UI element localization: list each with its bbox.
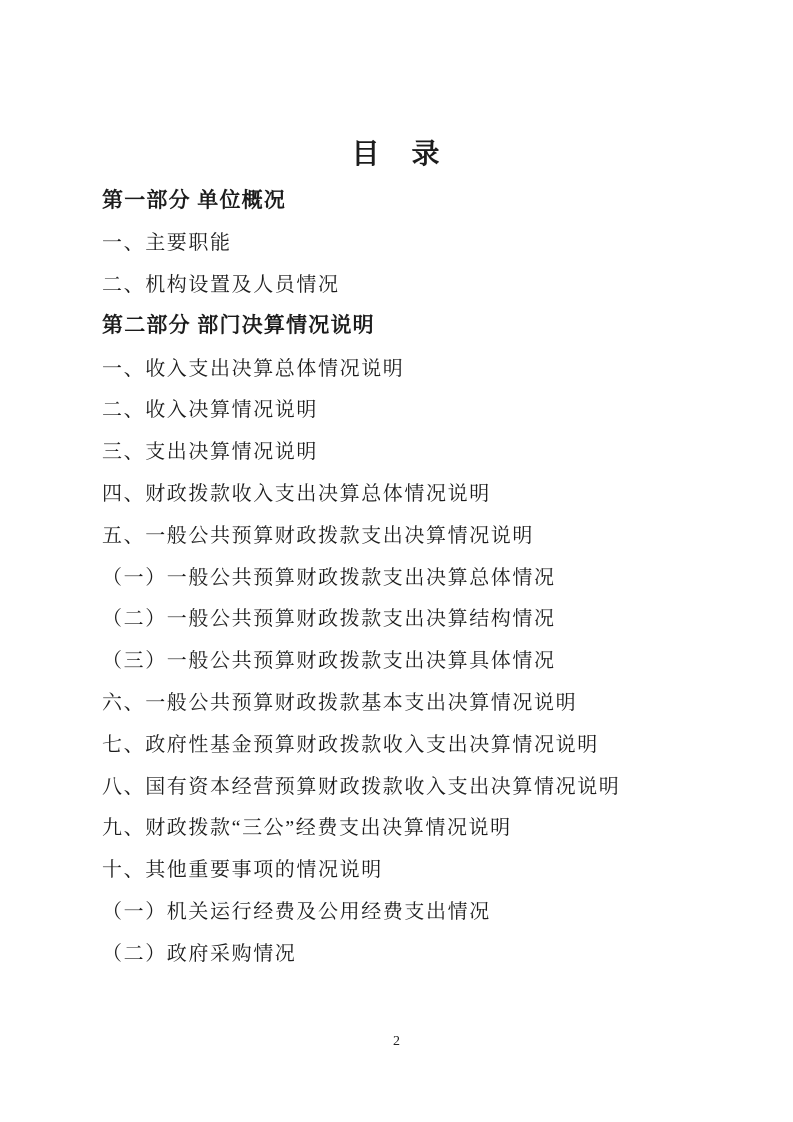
toc-entry: 一、主要职能 — [102, 232, 232, 255]
toc-entry: （二）一般公共预算财政拨款支出决算结构情况 — [102, 608, 556, 631]
toc-entry: 三、支出决算情况说明 — [102, 441, 318, 464]
page-number: 2 — [393, 1034, 400, 1049]
toc-entry: 一、收入支出决算总体情况说明 — [102, 357, 405, 380]
toc-entry: 八、国有资本经营预算财政拨款收入支出决算情况说明 — [102, 775, 621, 798]
toc-entry: 七、政府性基金预算财政拨款收入支出决算情况说明 — [102, 733, 599, 756]
toc-entry: （一）机关运行经费及公用经费支出情况 — [102, 900, 491, 923]
toc-entry: （一）一般公共预算财政拨款支出决算总体情况 — [102, 566, 556, 589]
toc-entry: 六、一般公共预算财政拨款基本支出决算情况说明 — [102, 691, 578, 714]
toc-entry: 四、财政拨款收入支出决算总体情况说明 — [102, 482, 491, 505]
toc-entry: 二、收入决算情况说明 — [102, 399, 318, 422]
toc-entry: （二）政府采购情况 — [102, 942, 297, 965]
toc-entry: 九、财政拨款“三公”经费支出决算情况说明 — [102, 817, 512, 840]
toc-entry: （三）一般公共预算财政拨款支出决算具体情况 — [102, 650, 556, 673]
page-title: 目 录 — [351, 139, 442, 170]
toc-entry: 五、一般公共预算财政拨款支出决算情况说明 — [102, 524, 534, 547]
toc-entry: 二、机构设置及人员情况 — [102, 273, 340, 296]
table-of-contents — [102, 178, 753, 972]
toc-entry: 十、其他重要事项的情况说明 — [102, 859, 383, 882]
toc-section-heading: 第一部分 单位概况 — [102, 187, 287, 212]
toc-section-heading: 第二部分 部门决算情况说明 — [102, 313, 375, 338]
